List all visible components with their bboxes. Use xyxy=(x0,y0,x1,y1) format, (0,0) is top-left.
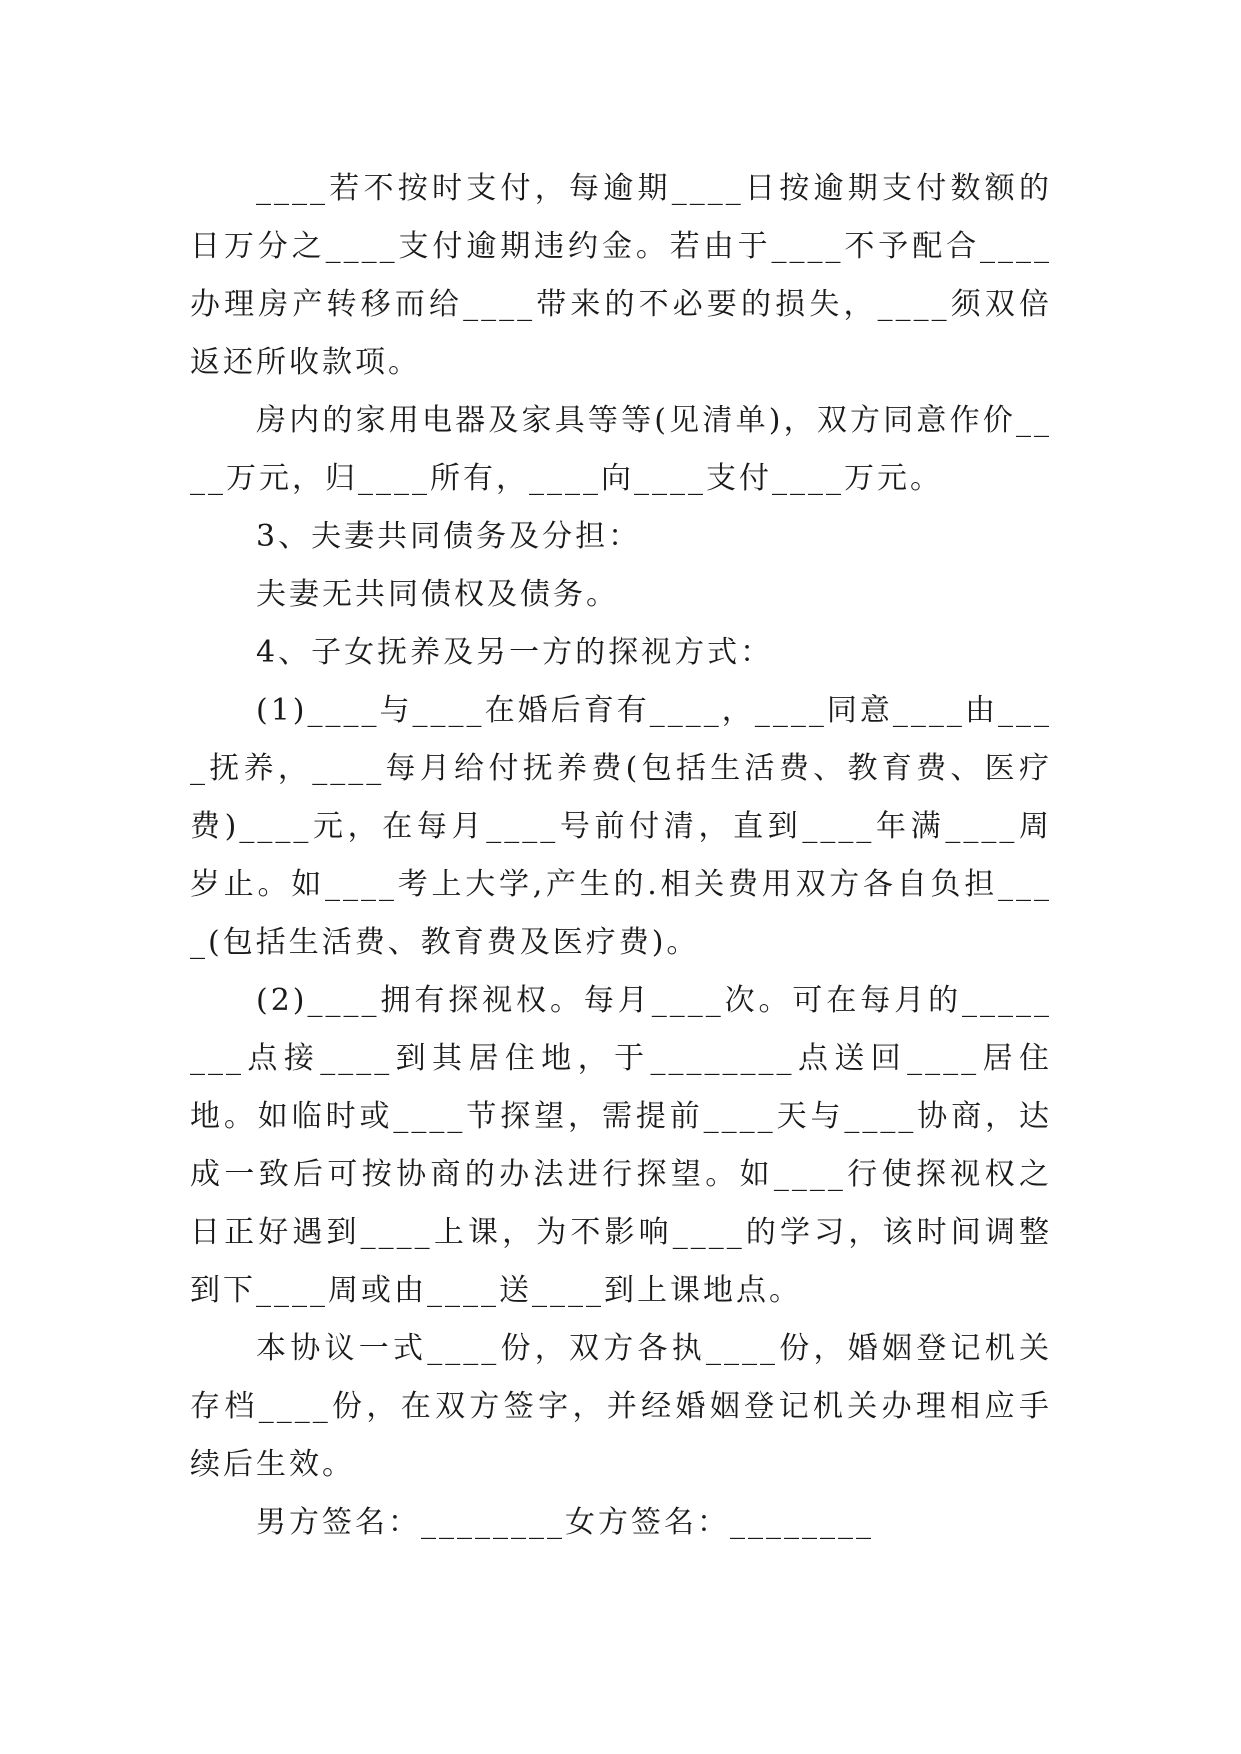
heading-joint-debts: 3、夫妻共同债务及分担： xyxy=(256,519,642,554)
paragraph-payment-penalty: ____若不按时支付，每逾期____日按逾期支付数额的日万分之____支付逾期违约金。若由于____不予配合____办理房产转移而给____带来的不必要的损失，____须双倍返还所收款项。 xyxy=(190,171,1052,380)
heading-child-custody: 4、子女抚养及另一方的探视方式： xyxy=(256,635,774,670)
paragraph-no-debts: 夫妻无共同债权及债务。 xyxy=(256,577,619,612)
paragraph-copies: 本协议一式____份，双方各执____份，婚姻登记机关存档____份，在双方签字，并经婚姻登记机关办理相应手续后生效。 xyxy=(190,1331,1052,1482)
paragraph-custody-support: (1)____与____在婚后育有____，____同意____由____抚养，____每月给付抚养费(包括生活费、教育费、医疗费)____元，在每月____号前付清，直到____年满____周岁止。如____考上大学,产生的.相关费用双方各自负担____(包括生活费、教育费及医疗费)。 xyxy=(190,693,1052,960)
paragraph-visitation: (2)____拥有探视权。每月____次。可在每月的________点接____到其居住地，于________点送回____居住地。如临时或____节探望，需提前____天与____协商，达成一致后可按协商的办法进行探望。如____行使探视权之日正好遇到____上课，为不影响____的学习，该时间调整到下____周或由____送____到上课地点。 xyxy=(190,983,1052,1308)
paragraph-appliances: 房内的家用电器及家具等等(见清单)，双方同意作价____万元，归____所有，____向____支付____万元。 xyxy=(190,403,1052,496)
document-body xyxy=(190,160,1052,1552)
signature-line: 男方签名：________女方签名：________ xyxy=(256,1505,874,1540)
